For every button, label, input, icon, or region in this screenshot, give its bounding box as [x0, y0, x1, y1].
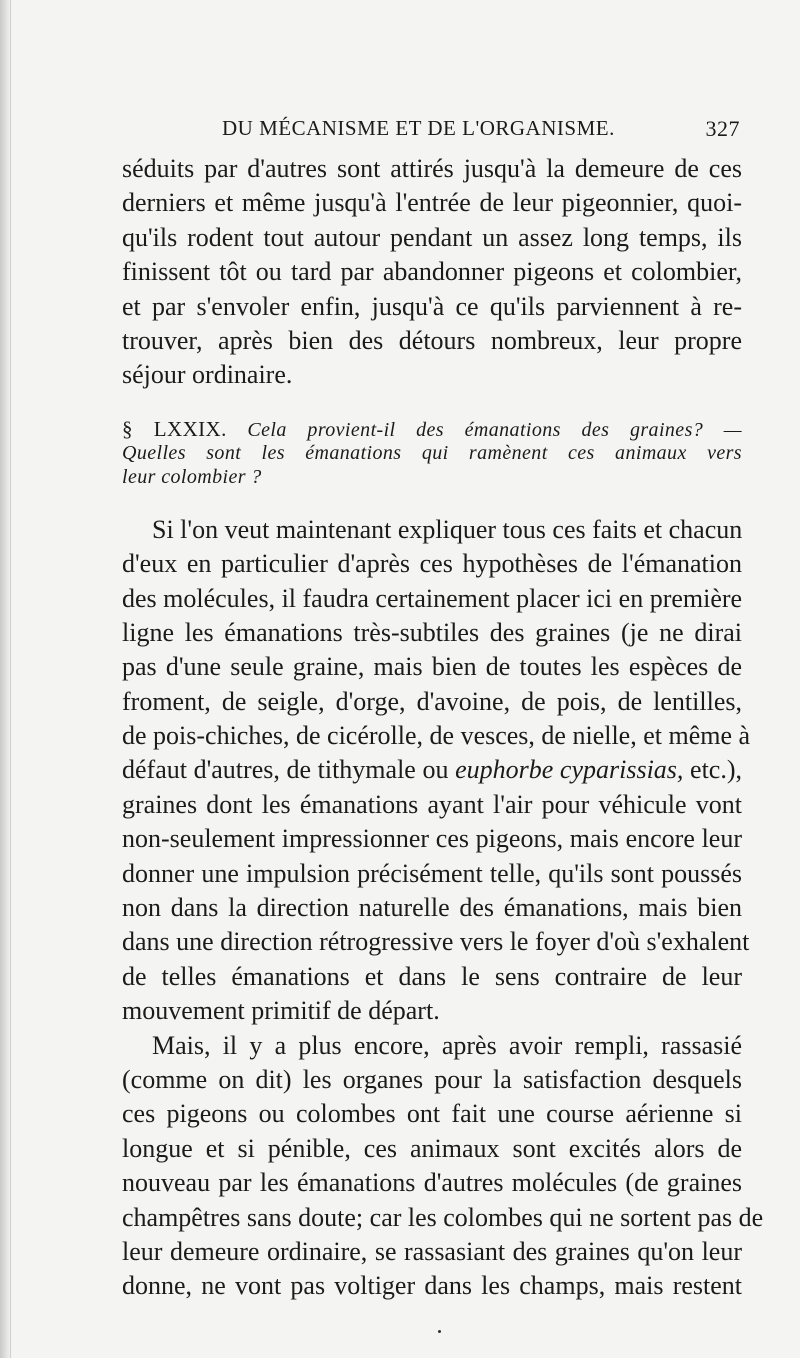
italic-species-name: euphorbe cyparissias,	[455, 755, 684, 785]
text-line: Mais, il y a plus encore, après avoir rempli, rassasié	[152, 1030, 742, 1060]
text-line: trouver, après bien des détours nombreux, leur propre	[122, 325, 742, 355]
text-line: de pois-chiches, de cicérolle, de vesces, de nielle, et même à	[122, 721, 751, 751]
paragraph-continuation	[122, 152, 742, 393]
ink-speck	[438, 1330, 441, 1333]
section-heading	[122, 417, 742, 489]
text-line: longue et si pénible, ces animaux sont excités alors de	[122, 1133, 742, 1163]
section-title-part: leur colombier ?	[122, 465, 262, 488]
text-line: mouvement primitif de départ.	[122, 996, 440, 1026]
text-line: séjour ordinaire.	[122, 360, 293, 390]
text-line: qu'ils rodent tout autour pendant un assez long temps, ils	[122, 222, 742, 252]
paragraph	[122, 1029, 764, 1304]
text-segment: défaut d'autres, de tithymale ou	[122, 755, 449, 785]
text-line: non dans la direction naturelle des émanations, mais bien	[122, 893, 742, 923]
text-line: de telles émanations et dans le sens contraire de leur	[122, 961, 742, 991]
text-line: (comme on dit) les organes pour la satisfaction desquels	[122, 1064, 742, 1094]
page-number: 327	[705, 116, 740, 141]
text-line: donne, ne vont pas voltiger dans les champs, mais restent	[122, 1271, 742, 1301]
running-head	[122, 112, 742, 152]
text-line: pas d'une seule graine, mais bien de toutes les espèces de	[122, 652, 742, 682]
text-line: nouveau par les émanations d'autres molécules (de graines	[122, 1168, 742, 1198]
page-edge-rule	[10, 0, 11, 1358]
text-line	[122, 753, 742, 787]
text-line: dans une direction rétrogressive vers le foyer d'où s'exhalent	[122, 927, 750, 957]
section-heading-line	[122, 441, 742, 465]
section-heading-line	[122, 465, 742, 489]
text-line: froment, de seigle, d'orge, d'avoine, de pois, de lentilles,	[122, 686, 742, 716]
section-number: § LXXIX.	[122, 416, 227, 441]
text-line: séduits par d'autres sont attirés jusqu'à la demeure de ces	[122, 154, 742, 183]
section-heading-line	[122, 417, 742, 441]
text-line: leur demeure ordinaire, se rassasiant des graines qu'on leur	[122, 1236, 742, 1266]
page-content	[122, 112, 764, 1304]
text-line: derniers et même jusqu'à l'entrée de leur pigeonnier, quoi-	[122, 188, 742, 218]
text-line: ligne les émanations très-subtiles des graines (je ne dirai	[122, 617, 742, 647]
text-line: Si l'on veut maintenant expliquer tous ces faits et chacun	[152, 514, 743, 544]
text-line: d'eux en particulier d'après ces hypothèses de l'émanation	[122, 549, 742, 579]
text-line: graines dont les émanations ayant l'air pour véhicule vont	[122, 789, 742, 819]
text-line: finissent tôt ou tard par abandonner pigeons et colombier,	[122, 257, 742, 287]
paragraph	[122, 513, 751, 1029]
text-line: ces pigeons ou colombes ont fait une course aérienne si	[122, 1099, 742, 1129]
text-line: champêtres sans doute; car les colombes qui ne sortent pas de	[122, 1202, 764, 1232]
section-title-part: Quelles sont les émanations qui ramènent ces animaux vers	[122, 441, 742, 464]
text-line: donner une impulsion précisément telle, qu'ils sont poussés	[122, 858, 742, 888]
text-line: non-seulement impressionner ces pigeons, mais encore leur	[122, 824, 742, 854]
running-head-title: DU MÉCANISME ET DE L'ORGANISME.	[222, 116, 615, 140]
text-line: et par s'envoler enfin, jusqu'à ce qu'ils parviennent à re-	[122, 291, 742, 321]
text-line: des molécules, il faudra certainement placer ici en première	[122, 583, 743, 613]
text-segment: etc.),	[690, 755, 743, 785]
section-title-part: Cela provient-il des émanations des graines? —	[247, 418, 742, 441]
